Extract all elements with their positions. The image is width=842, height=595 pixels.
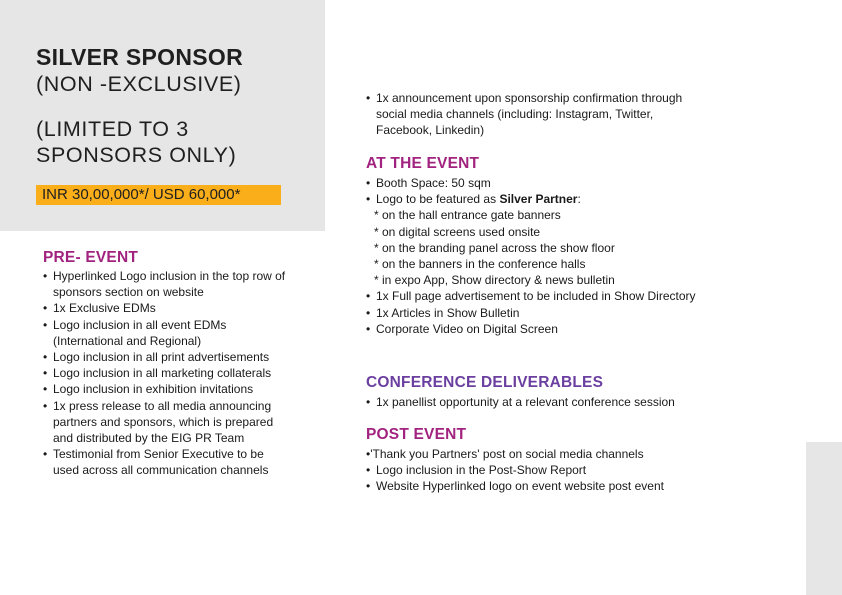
sponsor-limit-note (36, 116, 236, 168)
list-item: • 1x Full page advertisement to be included in Show Directory (366, 288, 706, 304)
post-event-list (366, 446, 766, 495)
at-event-heading: AT THE EVENT (366, 155, 480, 172)
list-item: • Logo inclusion in the Post-Show Report (366, 462, 766, 478)
logo-feature-suffix: : (577, 192, 581, 207)
conference-heading: CONFERENCE DELIVERABLES (366, 374, 604, 391)
post-event-heading: POST EVENT (366, 426, 467, 443)
list-item: • 1x Articles in Show Bulletin (366, 305, 711, 321)
price-badge: INR 30,00,000*/ USD 60,000* (36, 185, 281, 205)
sub-list-item: * on digital screens used onsite (374, 224, 541, 239)
page-subtitle: (NON -EXCLUSIVE) (36, 72, 242, 96)
pre-event-list (43, 268, 293, 479)
list-item: • Booth Space: 50 sqm (366, 175, 711, 191)
list-item: • Hyperlinked Logo inclusion in the top row of sponsors section on website (43, 268, 293, 300)
list-item-logo-feature (366, 191, 711, 207)
list-item: • 1x panellist opportunity at a relevant conference session (366, 394, 766, 410)
sub-list-item: * on the banners in the conference halls (374, 257, 586, 272)
list-item: • Website Hyperlinked logo on event website post event (366, 478, 766, 494)
list-item: • 1x press release to all media announcing partners and sponsors, which is prepared and distributed by the EIG PR Team (43, 398, 293, 447)
at-event-list (366, 175, 711, 337)
sponsor-limit-line-2: SPONSORS ONLY) (36, 143, 237, 167)
social-announcement-list (366, 90, 711, 139)
list-item: • 1x Exclusive EDMs (43, 300, 293, 316)
conference-list (366, 394, 766, 410)
list-item: •'Thank you Partners' post on social media channels (366, 447, 644, 461)
sub-list-item: * on the hall entrance gate banners (374, 208, 561, 223)
sub-list-item: * on the branding panel across the show floor (374, 240, 615, 255)
logo-feature-prefix: Logo to be featured as (376, 192, 500, 207)
list-item: • 1x announcement upon sponsorship confirmation through social media channels (including: Instagram, Twitter, Facebook, Linkedin) (366, 90, 711, 139)
sub-list-item: * in expo App, Show directory & news bulletin (374, 273, 615, 288)
list-item: • Logo inclusion in all marketing collaterals (43, 365, 293, 381)
pre-event-heading: PRE- EVENT (43, 249, 139, 266)
list-item: • Logo inclusion in all print advertisements (43, 349, 293, 365)
corner-decoration (806, 442, 842, 595)
page-title: SILVER SPONSOR (36, 44, 243, 70)
list-item: • Testimonial from Senior Executive to be used across all communication channels (43, 446, 293, 478)
logo-feature-tier: Silver Partner (499, 192, 578, 207)
list-item: • Logo inclusion in exhibition invitations (43, 381, 293, 397)
list-item: • Logo inclusion in all event EDMs (International and Regional) (43, 317, 293, 349)
list-item: • Corporate Video on Digital Screen (366, 321, 711, 337)
sponsor-limit-line-1: (LIMITED TO 3 (36, 117, 189, 141)
